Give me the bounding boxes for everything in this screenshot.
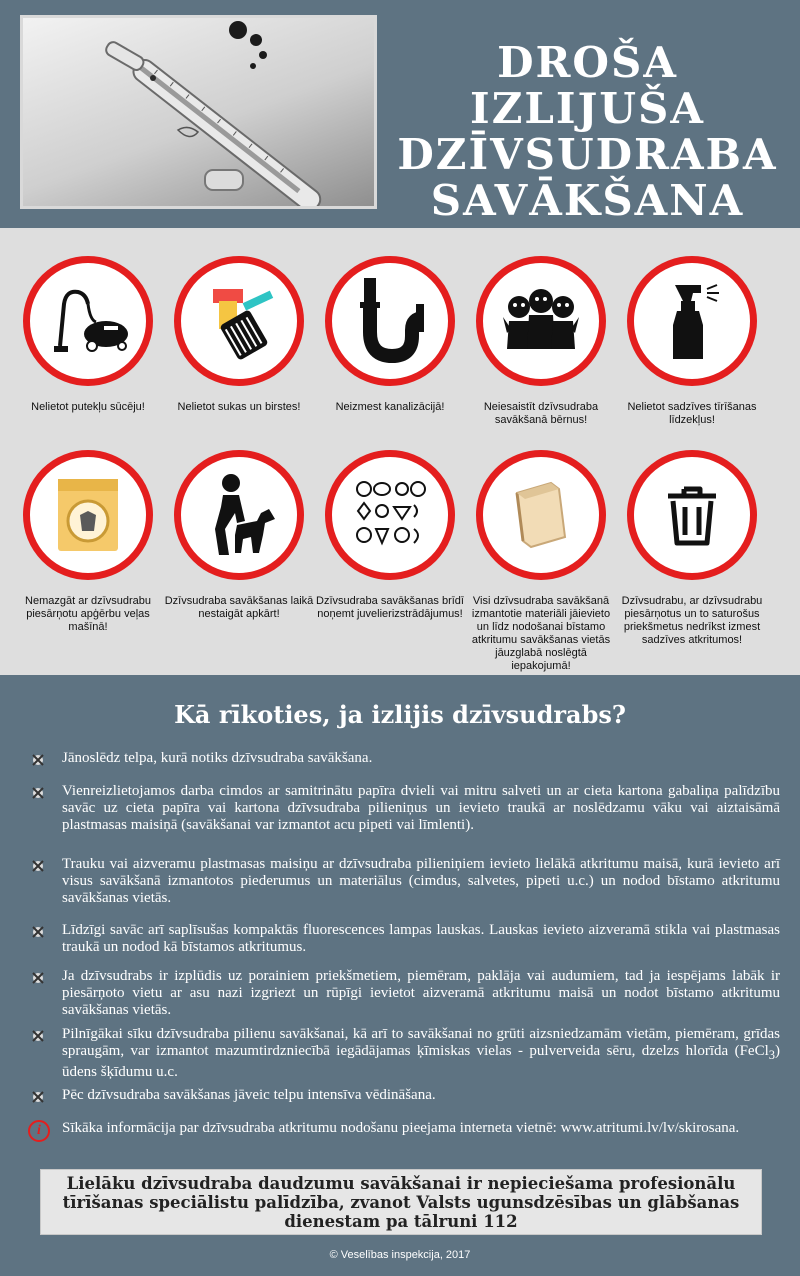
warning-label: Nelietot sukas un birstes!	[177, 401, 301, 413]
step-text: Trauku vai aizveramu plastmasas maisiņu ar dzīvsudraba pilieniņiem ievieto lielākā atkritumu maisā, kurā ievieto arī visus savākšanā izmantotos piederumus un materiālus (cimdus, salvetes, pipeti u.c.) un nodod bīstamo atkritumu savākšanas vietās.	[62, 856, 780, 906]
warning-circle	[476, 450, 606, 580]
warning-circle	[174, 450, 304, 580]
warning-label: Visi dzīvsudraba savākšanā izmantotie materiāli jāievieto un līdz nodošanai bīstamo atkritumu savākšanas vietās jāuzglabā noslēgtā iepakojumā!	[471, 595, 611, 672]
list-item	[28, 856, 780, 907]
step-text: Ja dzīvsudrabs ir izplūdis uz porainiem priekšmetiem, piemēram, paklāja vai audumiem, tad ja iespējams labāk ir piesārņoto vietu ar asu nazi izgriezt un rūpīgi ievietot aizveramā atkritumu maisā un nodot bīstamo atkritumu savākšanas vietās.	[62, 968, 780, 1018]
list-item	[28, 922, 780, 956]
title-line-1: DROŠA IZLIJUŠA	[470, 38, 705, 133]
warning-label: Nelietot putekļu sūcēju!	[31, 401, 145, 413]
warning-label: Neiesaistīt dzīvsudraba savākšanā bērnus!	[483, 401, 599, 426]
brushes-icon	[199, 281, 279, 361]
page-title	[385, 40, 790, 224]
warning-circle	[325, 450, 455, 580]
warning-circle	[627, 256, 757, 386]
trash-bin-icon	[664, 483, 720, 547]
callout-box: Lielāku dzīvsudraba daudzumu savākšanai ir nepieciešama profesionālu tīrīšanas speciālistu palīdzība, zvanot Valsts ugunsdzēsības un glābšanas dienestam pa tālruni 112	[40, 1169, 762, 1235]
footer-copyright: © Veselības inspekcija, 2017	[329, 1249, 471, 1261]
bullet-icon	[30, 1089, 46, 1103]
thermometer-photo	[20, 15, 377, 209]
washing-machine-icon	[56, 477, 120, 553]
info-item	[28, 1120, 739, 1137]
step-text: Jānoslēdz telpa, kurā notiks dzīvsudraba savākšana.	[62, 750, 373, 766]
bullet-icon	[30, 924, 46, 938]
jewelry-icon	[352, 477, 428, 553]
section-title: Kā rīkoties, ja izlijis dzīvsudrabs?	[174, 700, 626, 729]
step-text: Pēc dzīvsudraba savākšanas jāveic telpu intensīva vēdināšana.	[62, 1087, 436, 1103]
warning-label: Dzīvsudraba savākšanas laikā nestaigāt apkārt!	[164, 595, 314, 620]
warning-circle	[23, 450, 153, 580]
warning-label: Dzīvsudraba savākšanas brīdī noņemt juvelierizstrādājumus!	[316, 595, 464, 620]
bullet-icon	[30, 1028, 46, 1042]
list-item	[28, 750, 372, 767]
step-text-tail: ) ūdens šķīdumu u.c.	[62, 1043, 780, 1080]
subscript: 3	[768, 1048, 775, 1062]
vacuum-cleaner-icon	[46, 286, 130, 356]
bullet-icon	[30, 970, 46, 984]
warning-label: Nelietot sadzīves tīrīšanas līdzekļus!	[627, 401, 757, 426]
step-text: Vienreizlietojamos darba cimdos ar samitrinātu papīra dvieli vai mitru salveti un ar cieta kartona gabaliņa palīdzību savāc uz cieta papīra vai kartona dzīvsudraba pilieniņus un ievieto traukā ar noslēdzamu vāku vai aiztaisāmā plastmasas maisiņā (savākšanai var izmantot acu pipeti vai līmlenti).	[62, 783, 780, 833]
list-item	[28, 783, 780, 834]
warning-label: Neizmest kanalizācijā!	[335, 401, 445, 413]
warning-circle	[174, 256, 304, 386]
spray-bottle-icon	[657, 281, 727, 361]
warning-label: Dzīvsudrabu, ar dzīvsudrabu piesārņotus un to saturošus priekšmetus nedrīkst izmest sadzīves atkritumos!	[621, 595, 763, 646]
step-text: Līdzīgi savāc arī saplīsušas kompaktās fluorescences lampas lauskas. Lauskas ievieto aizveramā stikla vai plastmasas traukā un nodod kā bīstamos atkritumus.	[62, 922, 780, 955]
drain-pipe-icon	[350, 278, 430, 364]
bullet-icon	[30, 752, 46, 766]
list-item	[28, 968, 780, 1019]
info-icon: i	[28, 1120, 50, 1142]
sealed-bag-icon	[511, 479, 571, 551]
warning-circle	[325, 256, 455, 386]
step-text: Pilnīgākai sīku dzīvsudraba pilienu savākšanai, kā arī to savākšanai no grūti aizsniedzamām vietām, piemēram, grīdas spraugām, var izmantot mazumtirdzniecībā iegādājamas ķīmiskas vielas - pulverveida sēru, dzelzs hlorīda (FeCl	[62, 1026, 780, 1059]
warning-circle	[23, 256, 153, 386]
warning-circle	[476, 256, 606, 386]
title-line-2: DZĪVSUDRABA	[397, 130, 778, 179]
walking-person-icon	[201, 473, 277, 557]
info-text: Sīkāka informācija par dzīvsudraba atkritumu nodošanu pieejama interneta vietnē: www.atritumi.lv/lv/skirosana.	[62, 1120, 740, 1136]
title-line-3: SAVĀKŠANA	[430, 176, 745, 225]
list-item	[28, 1087, 436, 1104]
list-item	[28, 1026, 780, 1081]
warnings-panel	[0, 228, 800, 675]
header	[0, 0, 800, 228]
bullet-icon	[30, 785, 46, 799]
children-icon	[501, 289, 581, 353]
warning-label: Nemazgāt ar dzīvsudrabu piesārņotu apģērbu veļas mašīnā!	[25, 595, 151, 633]
warning-circle	[627, 450, 757, 580]
bullet-icon	[30, 858, 46, 872]
broken-thermometer-icon	[23, 18, 374, 206]
